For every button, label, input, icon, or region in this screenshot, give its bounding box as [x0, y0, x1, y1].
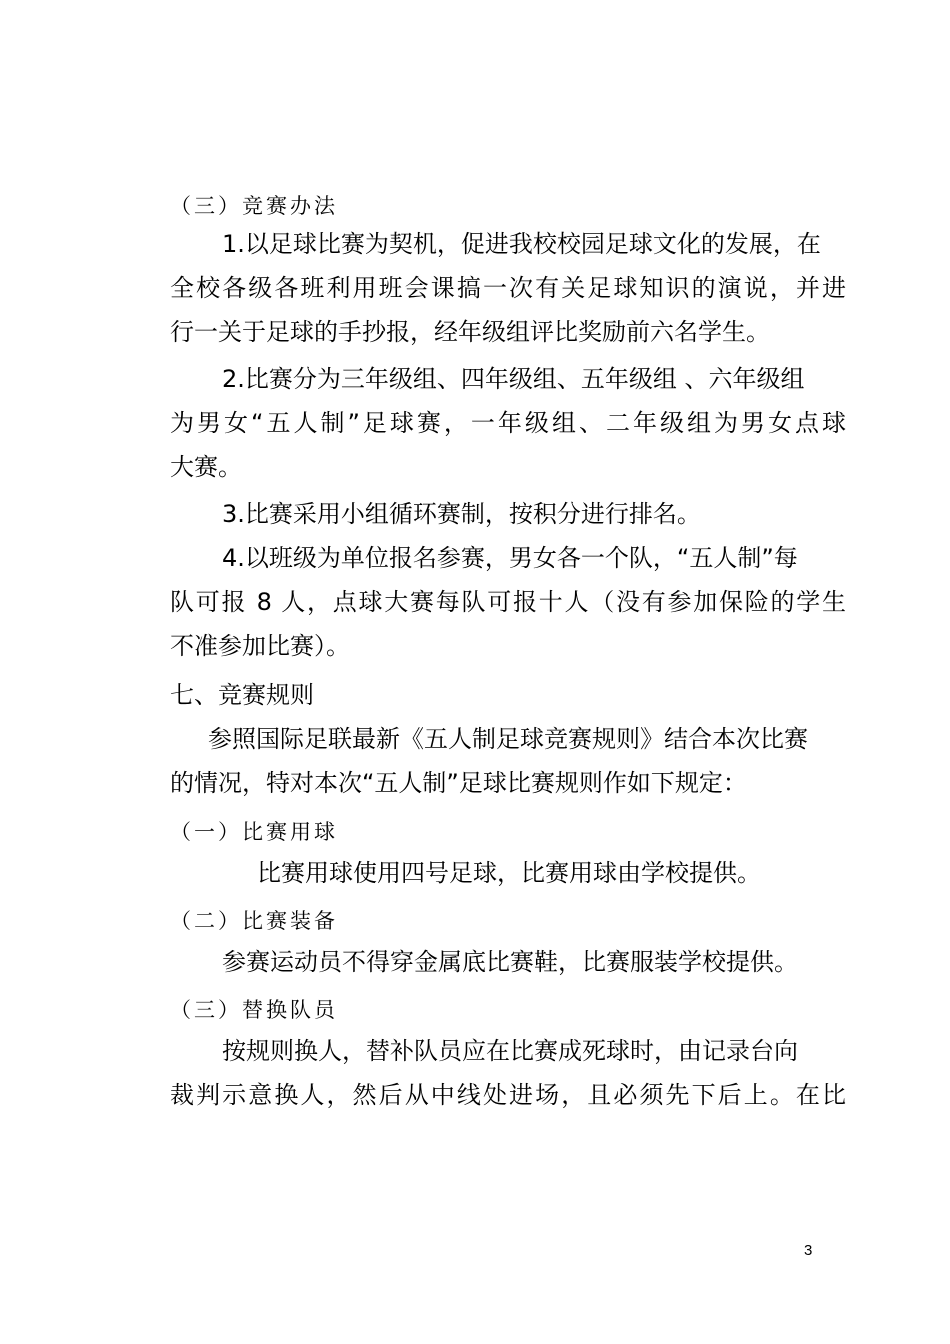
method-item-4-line-1: 4.以班级为单位报名参赛，男女各一个队，“五人制”每: [222, 544, 798, 572]
heading-match-ball: （一）比赛用球: [170, 820, 338, 844]
method-item-2-line-2: 为男女“五人制”足球赛，一年级组、二年级组为男女点球: [170, 409, 846, 437]
rules-intro-line-2: 的情况，特对本次“五人制”足球比赛规则作如下规定：: [170, 769, 747, 797]
method-item-1-line-3: 行一关于足球的手抄报，经年级组评比奖励前六名学生。: [170, 318, 770, 346]
match-ball-text: 比赛用球使用四号足球，比赛用球由学校提供。: [257, 859, 761, 887]
substitutes-line-1: 按规则换人，替补队员应在比赛成死球时，由记录台向: [222, 1037, 798, 1065]
substitutes-line-2: 裁判示意换人，然后从中线处进场，且必须先下后上。在比: [170, 1081, 846, 1109]
rules-intro-line-1: 参照国际足联最新《五人制足球竞赛规则》结合本次比赛: [208, 725, 808, 753]
heading-substitutes: （三）替换队员: [170, 998, 338, 1022]
method-item-4-line-3: 不准参加比赛）。: [170, 632, 350, 660]
method-item-2-line-1: 2.比赛分为三年级组、四年级组、五年级组 、六年级组: [222, 365, 805, 393]
heading-competition-method: （三）竞赛办法: [170, 194, 338, 218]
match-equipment-text: 参赛运动员不得穿金属底比赛鞋，比赛服装学校提供。: [222, 948, 798, 976]
method-item-2-line-3: 大赛。: [170, 453, 242, 481]
method-item-1-line-1: 1.以足球比赛为契机，促进我校校园足球文化的发展，在: [222, 230, 821, 258]
heading-competition-rules: 七、竞赛规则: [170, 681, 314, 709]
method-item-1-line-2: 全校各级各班利用班会课搞一次有关足球知识的演说，并进: [170, 274, 846, 302]
heading-match-equipment: （二）比赛装备: [170, 909, 338, 933]
page-number: 3: [804, 1242, 813, 1259]
method-item-4-line-2: 队可报 8 人，点球大赛每队可报十人（没有参加保险的学生: [170, 588, 846, 616]
method-item-3: 3.比赛采用小组循环赛制，按积分进行排名。: [222, 500, 701, 528]
